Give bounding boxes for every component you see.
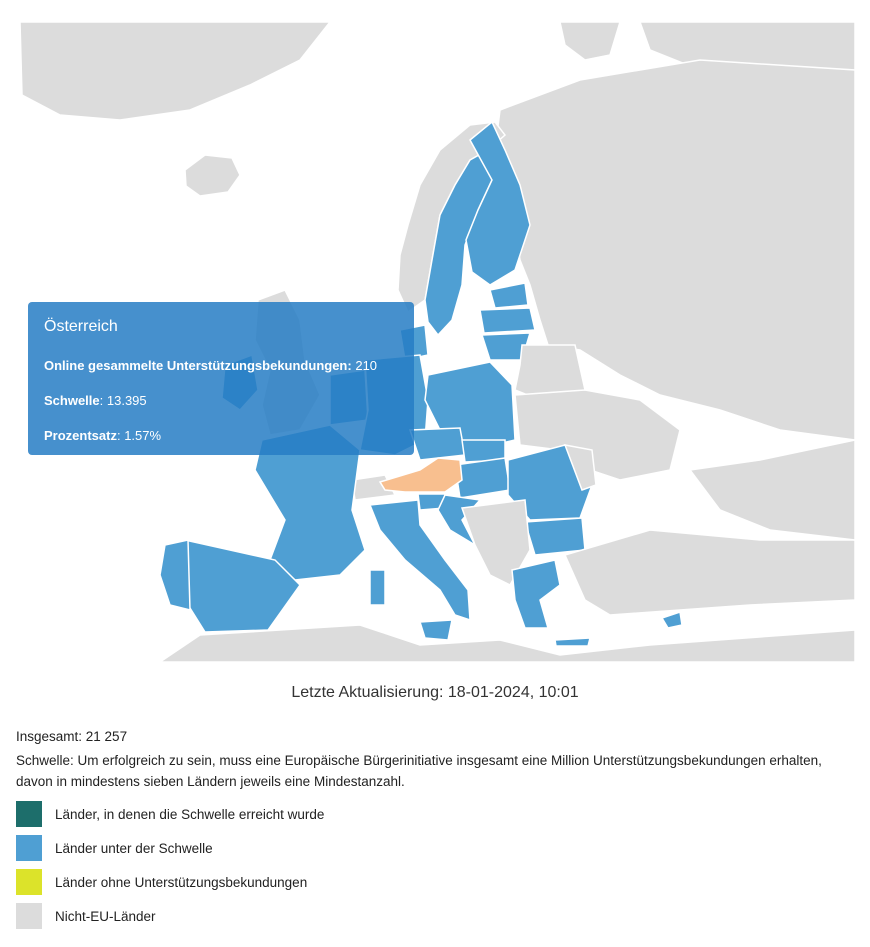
austria[interactable]	[380, 458, 462, 492]
crete[interactable]	[555, 638, 590, 646]
greenland[interactable]	[20, 22, 330, 120]
bulgaria[interactable]	[525, 518, 585, 555]
tooltip-percent-label: Prozentsatz	[44, 428, 117, 443]
country-tooltip	[28, 302, 414, 455]
tooltip-percent-value: 1.57%	[124, 428, 162, 443]
legend-label: Länder unter der Schwelle	[55, 840, 213, 856]
legend	[16, 801, 324, 937]
estonia[interactable]	[490, 283, 528, 308]
total-count: Insgesamt: 21 257	[16, 729, 128, 744]
czechia[interactable]	[410, 428, 465, 460]
tooltip-online-label: Online gesammelte Unterstützungsbekundungen	[44, 358, 348, 373]
iceland[interactable]	[185, 155, 240, 196]
tooltip-online: Online gesammelte Unterstützungsbekundungen: 210	[44, 358, 378, 373]
latvia[interactable]	[480, 308, 535, 333]
legend-label: Länder, in denen die Schwelle erreicht wurde	[55, 806, 325, 822]
last-update: Letzte Aktualisierung: 18-01-2024, 10:01	[291, 684, 579, 701]
legend-item-reached	[16, 801, 324, 827]
info-block	[16, 726, 856, 795]
legend-label: Länder ohne Unterstützungsbekundungen	[55, 874, 308, 890]
greece[interactable]	[512, 560, 560, 628]
portugal[interactable]	[160, 540, 190, 610]
legend-label: Nicht-EU-Länder	[55, 908, 156, 924]
tooltip-threshold: Schwelle: 13.395	[44, 393, 147, 408]
cyprus[interactable]	[662, 612, 682, 628]
legend-swatch	[16, 835, 42, 861]
north-africa[interactable]	[160, 625, 855, 662]
sardinia[interactable]	[370, 570, 385, 605]
tooltip-threshold-label: Schwelle	[44, 393, 100, 408]
hungary[interactable]	[455, 458, 510, 498]
legend-swatch	[16, 801, 42, 827]
sicily[interactable]	[420, 620, 452, 640]
legend-item-below	[16, 835, 324, 861]
turkey[interactable]	[565, 530, 855, 615]
svalbard[interactable]	[560, 22, 620, 60]
tooltip-threshold-value: 13.395	[106, 393, 147, 408]
threshold-description: Schwelle: Um erfolgreich zu sein, muss eine Europäische Bürgerinitiative insgesamt eine Million Unterstützungsbekundungen erhalten, davon in mindestens sieben Ländern jeweils eine Mindestanzahl.	[16, 753, 822, 789]
tooltip-country: Österreich	[44, 318, 118, 335]
tooltip-percent: Prozentsatz: 1.57%	[44, 428, 162, 443]
legend-swatch	[16, 869, 42, 895]
legend-swatch	[16, 903, 42, 929]
tooltip-online-value: 210	[355, 358, 378, 373]
legend-item-none	[16, 869, 324, 895]
legend-item-non-eu	[16, 903, 324, 929]
caucasus[interactable]	[690, 440, 855, 540]
